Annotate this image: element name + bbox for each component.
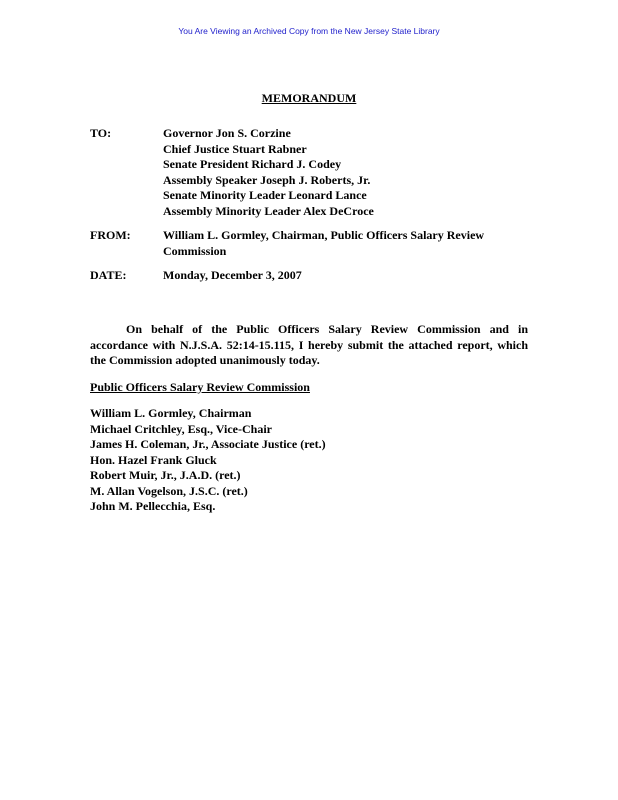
date-value: Monday, December 3, 2007 [163,268,302,282]
commission-member: Michael Critchley, Esq., Vice-Chair [90,421,272,436]
to-recipient: Senate Minority Leader Leonard Lance [163,188,367,202]
from-line: William L. Gormley, Chairman, Public Officers Salary Review [163,228,485,242]
body-paragraph: On behalf of the Public Officers Salary Review Commission and in accordance with N.J.S.A. 52:14-15.115, I hereby submit the attached report, which the Commission adopted unanimously today. [90,322,528,367]
to-label: TO: [90,126,112,140]
from-value [163,228,533,259]
commission-member: William L. Gormley, Chairman [90,406,252,420]
to-recipient: Assembly Minority Leader Alex DeCroce [163,203,374,218]
from-line: Commission [163,243,227,258]
to-recipient: Governor Jon S. Corzine [163,126,291,140]
to-recipient: Chief Justice Stuart Rabner [163,141,307,156]
commission-member: M. Allan Vogelson, J.S.C. (ret.) [90,483,248,498]
memo-title: MEMORANDUM [261,91,357,105]
commission-member-list [90,406,326,515]
archive-banner: You Are Viewing an Archived Copy from the New Jersey State Library [178,26,440,36]
commission-member: Robert Muir, Jr., J.A.D. (ret.) [90,468,241,482]
to-recipient: Senate President Richard J. Codey [163,157,342,171]
commission-member: James H. Coleman, Jr., Associate Justice (ret.) [90,437,326,451]
to-recipient: Assembly Speaker Joseph J. Roberts, Jr. [163,172,371,187]
commission-heading: Public Officers Salary Review Commission [90,380,310,394]
commission-member: John M. Pellecchia, Esq. [90,499,216,513]
date-label: DATE: [90,268,127,282]
commission-member: Hon. Hazel Frank Gluck [90,452,217,467]
from-label: FROM: [90,228,131,242]
to-recipient-list [163,126,533,219]
